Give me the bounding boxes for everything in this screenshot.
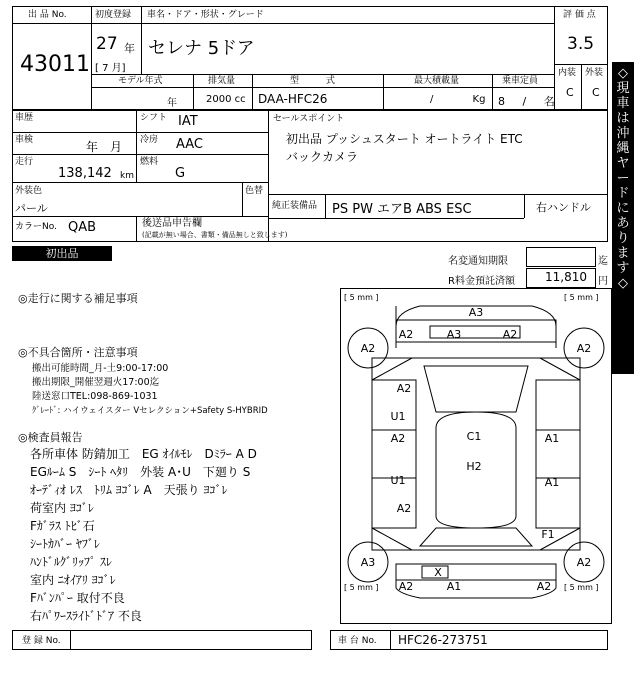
mark-rear-left: A2: [398, 328, 414, 341]
mark-tire-rear-left: A2: [360, 342, 376, 355]
shift-label: シフト: [140, 113, 168, 123]
mark-left-a2b: A2: [396, 502, 412, 515]
defect-line: 陸送窓口TEL:098-869-1031: [32, 391, 158, 402]
model-year-unit: 年: [167, 98, 177, 109]
fuel-label: 燃料: [140, 157, 159, 167]
sales-point-line1: 初出品 プッシュスタート オートライト ETC: [286, 132, 523, 146]
inspector-line: EGﾙｰﾑ S ｼｰﾄ ﾍﾀﾘ 外装 A･U 下廻り S: [30, 465, 251, 479]
tire-tread-rr: [ 5 mm ]: [564, 293, 599, 302]
driving-notes-title: ◎走行に関する補足事項: [18, 292, 138, 305]
inspection-label: 車検: [15, 135, 34, 145]
chassis-no-label: 車 台 No.: [338, 636, 377, 646]
mark-tire-front-right: A2: [576, 556, 592, 569]
car-damage-diagram: [340, 288, 612, 624]
color-no-label: カラーNo.: [15, 222, 57, 232]
mileage-value: 138,142: [58, 166, 112, 181]
mark-left-a2: A2: [390, 432, 406, 445]
rear-glass: [424, 366, 528, 412]
color-change-label: 色替: [245, 186, 264, 196]
rear-bumper-top: [396, 320, 556, 342]
name-change-box: [526, 247, 596, 267]
mileage-label: 走行: [15, 157, 34, 167]
equipment-label: 純正装備品: [272, 201, 318, 211]
equipment-value: PS PW エアB ABS ESC: [332, 202, 472, 217]
recycle-value: 11,810: [545, 270, 587, 284]
side-banner-char: 沖: [616, 126, 630, 141]
exterior-label: 外装: [585, 68, 604, 78]
after-docs-label: 後送品申告欄: [142, 218, 202, 229]
defect-notes-title: ◎不具合箇所・注意事項: [18, 346, 138, 359]
inspector-line: ｼｰﾄｶﾊﾞｰ ﾔﾌﾞﾚ: [30, 537, 100, 551]
mark-right-a1b: A1: [544, 476, 560, 489]
side-banner-char: 車: [616, 96, 630, 111]
sales-point-label: セールスポイント: [273, 114, 345, 124]
front-glass: [420, 528, 532, 546]
car-name: セレナ 5ドア: [148, 38, 255, 59]
inspector-line: ｵｰﾃﾞｨｵ ﾚｽ ﾄﾘﾑ ﾖｺﾞﾚ A 天張り ﾖｺﾞﾚ: [30, 483, 228, 497]
right-rear-quarter: [536, 380, 580, 430]
side-banner-char: ◇: [618, 276, 628, 291]
side-banner-char: す: [616, 261, 630, 276]
mark-left-u1b: U1: [390, 474, 406, 487]
ac-label: 冷房: [140, 135, 159, 145]
tire-tread-fr: [ 5 mm ]: [564, 583, 599, 592]
mark-roof-h2: H2: [466, 460, 482, 473]
mark-rear-top: A3: [468, 306, 484, 319]
mark-left-quarter: A2: [396, 382, 412, 395]
mark-front-a2-right: A2: [536, 580, 552, 593]
lot-number: 43011: [20, 52, 90, 77]
steering-value: 右ハンドル: [536, 201, 591, 214]
inspector-line: Fｶﾞﾗｽ ﾄﾋﾞ石: [30, 519, 95, 533]
ext-color-label: 外装色: [15, 186, 43, 196]
mark-front-a1: A1: [446, 580, 462, 593]
lot-no-label: 出 品 No.: [28, 10, 67, 20]
inspector-line: ﾊﾝﾄﾞﾙｸﾞﾘｯﾌﾟ ｽﾚ: [30, 555, 112, 569]
side-banner: [612, 62, 634, 374]
mark-front-a2-left: A2: [398, 580, 414, 593]
mark-right-a1a: A1: [544, 432, 560, 445]
mileage-unit: km: [120, 171, 134, 181]
mark-rear-mid: A3: [446, 328, 462, 341]
after-docs-note: (記載が無い場合、書類・備品無しと致します): [142, 231, 288, 239]
capacity: 8 / 名: [498, 95, 555, 108]
name-change-label: 名変通知期限: [448, 256, 508, 267]
first-listing-tag-text: 初出品: [45, 247, 79, 260]
first-reg-year: 27: [96, 34, 118, 54]
shift-value: IAT: [178, 114, 198, 129]
inspector-line: 室内 ﾆｵｲｱﾘ ﾖｺﾞﾚ: [30, 573, 116, 587]
side-banner-char: あ: [616, 216, 630, 231]
interior-grade: C: [566, 86, 574, 99]
defect-line: ｸﾞﾚｰﾄﾞ: ハイウェイスター Vセレクション+Safety S-HYBRID: [32, 406, 268, 416]
inspector-line: 各所車体 防錆加工 EG ｵｲﾙﾓﾚ Dﾐﾗｰ A D: [30, 447, 257, 461]
mark-roof-c1: C1: [466, 430, 482, 443]
chassis-no-value: HFC26-273751: [398, 633, 488, 647]
name-change-unit: 迄: [598, 256, 608, 267]
car-name-label: 車名・ドア・形状・グレード: [147, 10, 264, 20]
side-banner-char: ー: [616, 171, 630, 186]
first-reg-label: 初度登録: [95, 10, 132, 20]
max-load: / Kg: [430, 94, 486, 105]
interior-label: 内装: [558, 68, 577, 78]
mark-tire-front-left: A3: [360, 556, 376, 569]
displacement-label: 排気量: [208, 76, 236, 86]
capacity-label: 乗車定員: [502, 76, 539, 86]
tire-tread-rl: [ 5 mm ]: [344, 293, 379, 302]
type-label: 型 式: [290, 76, 336, 86]
reg-no-label: 登 録 No.: [22, 636, 61, 646]
inspector-line: 右ﾊﾟﾜｰｽﾗｲﾄﾞﾄﾞｱ 不良: [30, 609, 142, 623]
front-bumper-lower: [396, 580, 556, 598]
inspector-title: ◎検査員報告: [18, 431, 83, 444]
inspection-value: 年 月: [86, 140, 123, 154]
inspector-line: 荷室内 ﾖｺﾞﾚ: [30, 501, 94, 515]
max-load-label: 最大積載量: [414, 76, 460, 86]
inspector-line: Fﾊﾞﾝﾊﾟｰ 取付不良: [30, 591, 125, 605]
mark-right-f1: F1: [541, 528, 555, 541]
fuel-value: G: [175, 166, 186, 181]
tire-tread-fl: [ 5 mm ]: [344, 583, 379, 592]
side-banner-char: 現: [616, 81, 630, 96]
side-banner-char: ま: [616, 246, 630, 261]
score-label: 評 価 点: [563, 10, 596, 20]
model-type: DAA-HFC26: [258, 92, 328, 106]
history-label: 車歴: [15, 113, 34, 123]
score-value: 3.5: [567, 34, 595, 54]
first-reg-month: [ 7 月]: [95, 63, 126, 74]
model-year-label: モデル年式: [118, 76, 163, 86]
side-banner-char: ド: [616, 186, 630, 201]
side-banner-char: 縄: [616, 141, 630, 156]
side-banner-char: は: [616, 111, 630, 126]
side-banner-char: に: [616, 201, 630, 216]
displacement: 2000 cc: [206, 94, 246, 105]
side-banner-char: ヤ: [616, 156, 630, 171]
front-bumper: [396, 564, 556, 580]
mark-front-x: X: [434, 566, 442, 579]
defect-line: 搬出期限_開催翌週火17:00迄: [32, 377, 160, 388]
ac-value: AAC: [176, 137, 203, 152]
mark-left-u1a: U1: [390, 410, 406, 423]
first-reg-year-unit: 年: [124, 42, 135, 55]
recycle-label: R料金預託済額: [448, 276, 515, 287]
color-no-value: QAB: [68, 220, 97, 235]
side-banner-char: り: [616, 231, 630, 246]
mark-rear-right: A2: [502, 328, 518, 341]
mark-tire-rear-right: A2: [576, 342, 592, 355]
sales-point-line2: バックカメラ: [286, 150, 359, 164]
exterior-grade: C: [592, 86, 600, 99]
first-listing-tag: [12, 246, 112, 261]
ext-color-value: パール: [15, 202, 48, 215]
recycle-unit: 円: [598, 276, 608, 287]
side-banner-char: ◇: [618, 66, 628, 81]
defect-line: 搬出可能時間_月-土9:00-17:00: [32, 363, 169, 374]
